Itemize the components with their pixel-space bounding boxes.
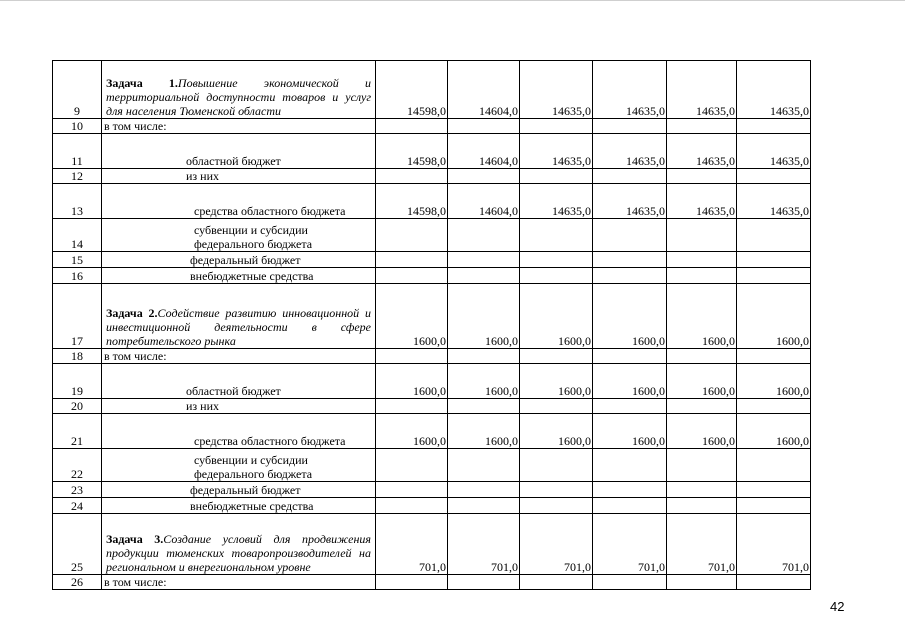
row-label: областной бюджет bbox=[102, 134, 376, 169]
value-cell bbox=[593, 252, 667, 268]
row-number: 20 bbox=[53, 399, 102, 414]
row-number: 22 bbox=[53, 449, 102, 482]
value-cell: 1600,0 bbox=[737, 364, 811, 399]
table-row bbox=[53, 449, 811, 482]
table-row bbox=[53, 134, 811, 169]
value-cell: 1600,0 bbox=[376, 364, 448, 399]
value-cell bbox=[737, 482, 811, 498]
value-cell bbox=[667, 575, 737, 590]
value-cell bbox=[593, 349, 667, 364]
value-cell: 14604,0 bbox=[448, 184, 520, 219]
row-label: средства областного бюджета bbox=[102, 184, 376, 219]
table-row bbox=[53, 184, 811, 219]
table-row bbox=[53, 349, 811, 364]
value-cell bbox=[376, 575, 448, 590]
row-number: 16 bbox=[53, 268, 102, 284]
value-cell bbox=[737, 498, 811, 514]
task-label: Создание условий для продвижения продукции тюменских товаропроизводителей на региональном и внерегиональном уровне bbox=[106, 532, 371, 574]
row-number: 21 bbox=[53, 414, 102, 449]
value-cell: 1600,0 bbox=[376, 414, 448, 449]
value-cell bbox=[737, 219, 811, 252]
value-cell bbox=[667, 268, 737, 284]
value-cell bbox=[448, 119, 520, 134]
page-number: 42 bbox=[830, 599, 845, 614]
value-cell: 14635,0 bbox=[737, 134, 811, 169]
value-cell: 14635,0 bbox=[667, 134, 737, 169]
value-cell bbox=[737, 449, 811, 482]
value-cell bbox=[593, 119, 667, 134]
value-cell bbox=[376, 482, 448, 498]
row-number: 12 bbox=[53, 169, 102, 184]
table-body bbox=[53, 61, 811, 590]
value-cell bbox=[448, 169, 520, 184]
value-cell bbox=[376, 219, 448, 252]
value-cell: 1600,0 bbox=[667, 414, 737, 449]
value-cell: 1600,0 bbox=[667, 284, 737, 349]
value-cell bbox=[376, 119, 448, 134]
value-cell bbox=[520, 349, 593, 364]
value-cell: 701,0 bbox=[520, 514, 593, 575]
value-cell bbox=[448, 498, 520, 514]
task-description bbox=[102, 284, 376, 349]
value-cell: 14635,0 bbox=[593, 184, 667, 219]
table-row bbox=[53, 399, 811, 414]
row-number: 19 bbox=[53, 364, 102, 399]
value-cell bbox=[448, 449, 520, 482]
value-cell bbox=[376, 349, 448, 364]
value-cell: 1600,0 bbox=[448, 284, 520, 349]
value-cell: 1600,0 bbox=[448, 364, 520, 399]
table-row bbox=[53, 414, 811, 449]
row-number: 23 bbox=[53, 482, 102, 498]
value-cell bbox=[593, 498, 667, 514]
value-cell bbox=[737, 119, 811, 134]
value-cell bbox=[520, 268, 593, 284]
table-row bbox=[53, 575, 811, 590]
value-cell bbox=[737, 399, 811, 414]
value-cell: 14635,0 bbox=[520, 134, 593, 169]
value-cell bbox=[667, 252, 737, 268]
row-label: средства областного бюджета bbox=[102, 414, 376, 449]
value-cell bbox=[448, 219, 520, 252]
value-cell bbox=[667, 219, 737, 252]
value-cell: 701,0 bbox=[593, 514, 667, 575]
row-label: внебюджетные средства bbox=[102, 498, 376, 514]
table-row bbox=[53, 119, 811, 134]
table-row bbox=[53, 252, 811, 268]
value-cell: 1600,0 bbox=[520, 364, 593, 399]
row-number: 26 bbox=[53, 575, 102, 590]
value-cell: 1600,0 bbox=[593, 284, 667, 349]
value-cell: 1600,0 bbox=[667, 364, 737, 399]
value-cell bbox=[520, 449, 593, 482]
value-cell bbox=[448, 268, 520, 284]
value-cell: 14635,0 bbox=[593, 61, 667, 119]
value-cell bbox=[667, 399, 737, 414]
row-number: 18 bbox=[53, 349, 102, 364]
row-label: областной бюджет bbox=[102, 364, 376, 399]
row-label: из них bbox=[102, 169, 376, 184]
table-row bbox=[53, 482, 811, 498]
value-cell bbox=[520, 119, 593, 134]
value-cell: 701,0 bbox=[376, 514, 448, 575]
value-cell bbox=[667, 498, 737, 514]
value-cell: 1600,0 bbox=[376, 284, 448, 349]
value-cell: 14598,0 bbox=[376, 134, 448, 169]
value-cell bbox=[593, 169, 667, 184]
task-label: Содействие развитию инновационной и инвестиционной деятельности в сфере потребительского рынка bbox=[106, 306, 371, 348]
table-row bbox=[53, 498, 811, 514]
table-row bbox=[53, 284, 811, 349]
row-number: 25 bbox=[53, 514, 102, 575]
value-cell bbox=[737, 268, 811, 284]
value-cell bbox=[448, 399, 520, 414]
scan-edge-line bbox=[0, 0, 905, 1]
row-number: 14 bbox=[53, 219, 102, 252]
row-label: субвенции и субсидии федерального бюджета bbox=[102, 449, 376, 482]
value-cell: 701,0 bbox=[737, 514, 811, 575]
row-number: 9 bbox=[53, 61, 102, 119]
row-number: 11 bbox=[53, 134, 102, 169]
budget-table bbox=[52, 60, 811, 590]
value-cell bbox=[667, 169, 737, 184]
row-label: из них bbox=[102, 399, 376, 414]
value-cell: 1600,0 bbox=[593, 414, 667, 449]
value-cell bbox=[520, 399, 593, 414]
value-cell bbox=[667, 449, 737, 482]
value-cell: 14635,0 bbox=[737, 61, 811, 119]
task-heading: Задача 1. bbox=[106, 76, 178, 90]
value-cell bbox=[593, 449, 667, 482]
value-cell bbox=[593, 482, 667, 498]
row-number: 24 bbox=[53, 498, 102, 514]
value-cell: 14604,0 bbox=[448, 61, 520, 119]
row-label: субвенции и субсидии федерального бюджета bbox=[102, 219, 376, 252]
value-cell bbox=[376, 252, 448, 268]
table-row bbox=[53, 219, 811, 252]
task-heading: Задача 2. bbox=[106, 306, 158, 320]
value-cell: 1600,0 bbox=[737, 414, 811, 449]
value-cell bbox=[737, 349, 811, 364]
value-cell: 701,0 bbox=[667, 514, 737, 575]
value-cell bbox=[448, 575, 520, 590]
value-cell bbox=[520, 169, 593, 184]
row-label: федеральный бюджет bbox=[102, 252, 376, 268]
value-cell bbox=[376, 169, 448, 184]
value-cell: 1600,0 bbox=[593, 364, 667, 399]
value-cell bbox=[520, 482, 593, 498]
value-cell: 14635,0 bbox=[737, 184, 811, 219]
value-cell: 1600,0 bbox=[520, 414, 593, 449]
value-cell bbox=[593, 399, 667, 414]
value-cell: 14598,0 bbox=[376, 184, 448, 219]
task-description bbox=[102, 61, 376, 119]
table-row bbox=[53, 169, 811, 184]
value-cell bbox=[520, 575, 593, 590]
value-cell bbox=[376, 268, 448, 284]
value-cell: 1600,0 bbox=[520, 284, 593, 349]
value-cell bbox=[448, 252, 520, 268]
value-cell: 14635,0 bbox=[593, 134, 667, 169]
row-label: в том числе: bbox=[102, 119, 376, 134]
value-cell bbox=[593, 268, 667, 284]
row-label: в том числе: bbox=[102, 575, 376, 590]
value-cell bbox=[520, 219, 593, 252]
value-cell bbox=[520, 252, 593, 268]
value-cell bbox=[448, 349, 520, 364]
value-cell: 14635,0 bbox=[667, 61, 737, 119]
value-cell bbox=[448, 482, 520, 498]
value-cell: 1600,0 bbox=[448, 414, 520, 449]
value-cell bbox=[376, 498, 448, 514]
value-cell: 14635,0 bbox=[520, 184, 593, 219]
value-cell bbox=[667, 119, 737, 134]
task-heading: Задача 3. bbox=[106, 532, 164, 546]
value-cell: 14598,0 bbox=[376, 61, 448, 119]
row-number: 17 bbox=[53, 284, 102, 349]
value-cell bbox=[593, 575, 667, 590]
value-cell: 14604,0 bbox=[448, 134, 520, 169]
value-cell: 1600,0 bbox=[737, 284, 811, 349]
task-description bbox=[102, 514, 376, 575]
value-cell bbox=[737, 169, 811, 184]
value-cell: 14635,0 bbox=[520, 61, 593, 119]
value-cell bbox=[737, 575, 811, 590]
value-cell bbox=[667, 349, 737, 364]
value-cell bbox=[593, 219, 667, 252]
value-cell: 701,0 bbox=[448, 514, 520, 575]
table-row bbox=[53, 268, 811, 284]
table-row bbox=[53, 364, 811, 399]
task-label: Повышение экономической и территориальной доступности товаров и услуг для населения Тюменской области bbox=[106, 76, 371, 118]
row-label: федеральный бюджет bbox=[102, 482, 376, 498]
row-label: в том числе: bbox=[102, 349, 376, 364]
value-cell bbox=[667, 482, 737, 498]
table-row bbox=[53, 514, 811, 575]
value-cell bbox=[737, 252, 811, 268]
row-number: 10 bbox=[53, 119, 102, 134]
row-number: 15 bbox=[53, 252, 102, 268]
row-number: 13 bbox=[53, 184, 102, 219]
value-cell bbox=[376, 399, 448, 414]
table-row bbox=[53, 61, 811, 119]
value-cell bbox=[376, 449, 448, 482]
row-label: внебюджетные средства bbox=[102, 268, 376, 284]
value-cell: 14635,0 bbox=[667, 184, 737, 219]
value-cell bbox=[520, 498, 593, 514]
